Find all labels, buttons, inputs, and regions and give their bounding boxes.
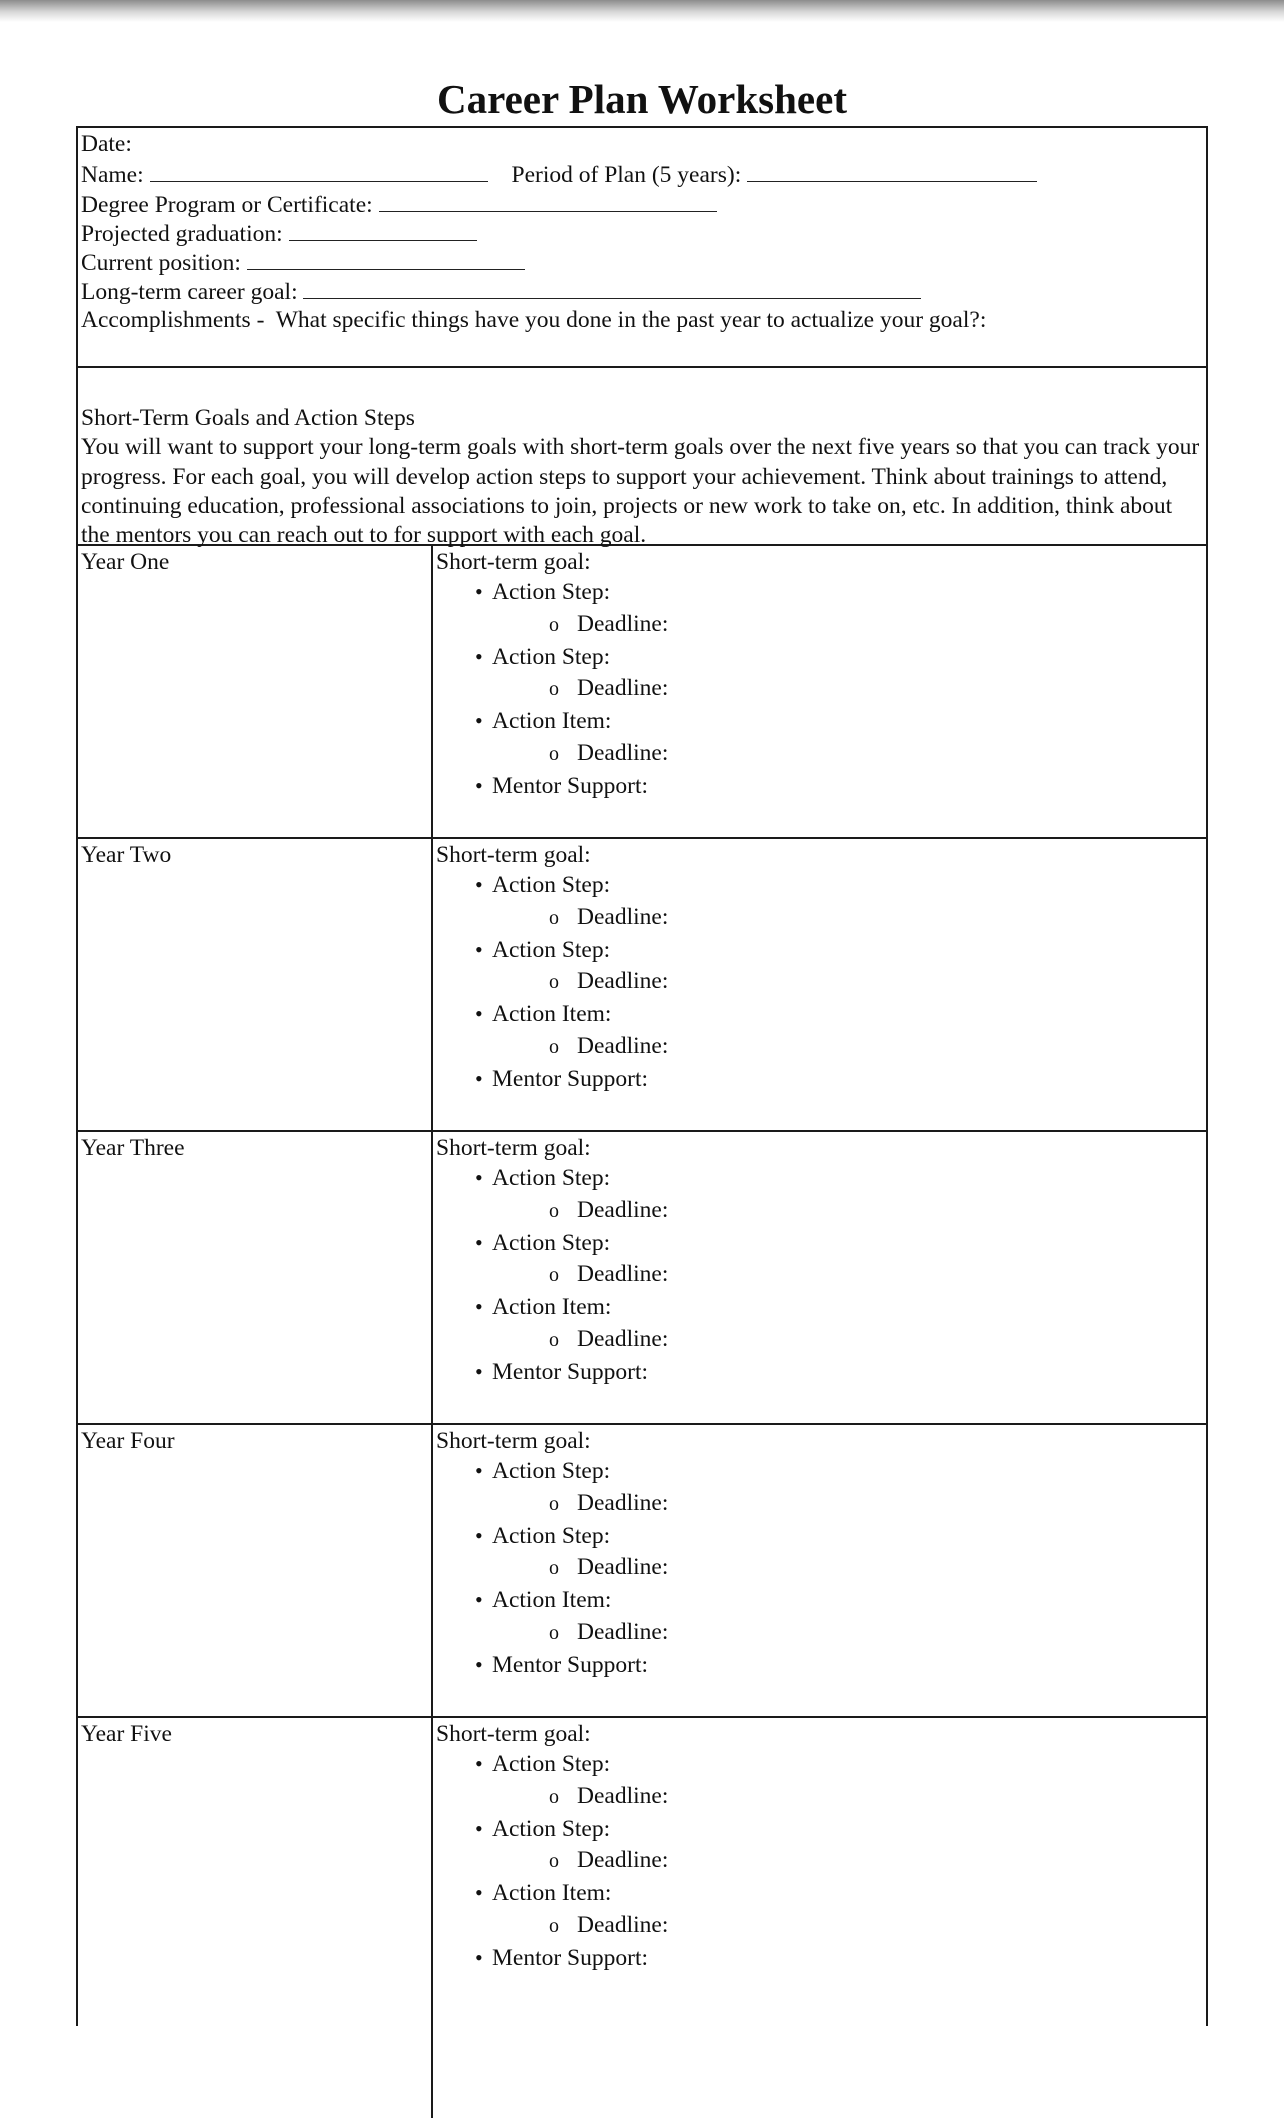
graduation-row <box>81 218 1206 247</box>
sub-bullet-icon: o <box>549 1264 559 1287</box>
sub-bullet-icon: o <box>549 1328 559 1351</box>
deadline-item <box>436 674 1206 706</box>
deadline-item <box>436 1260 1206 1292</box>
year-row <box>78 1425 1206 1718</box>
action-item-label: Action Item: <box>492 708 612 735</box>
mentor-support-label: Mentor Support: <box>492 1359 649 1386</box>
deadline-item <box>436 903 1206 935</box>
short-term-goal-label: Short-term goal: <box>436 1428 591 1454</box>
action-item-label: Action Item: <box>492 1587 612 1614</box>
deadline-item <box>436 1553 1206 1585</box>
action-item-item <box>436 706 1206 738</box>
action-step-label: Action Step: <box>492 872 611 899</box>
year-label: Year One <box>78 546 433 837</box>
degree-label: Degree Program or Certificate: <box>81 191 373 218</box>
career-goal-label: Long-term career goal: <box>81 279 298 306</box>
action-item-item <box>436 1292 1206 1324</box>
period-field[interactable] <box>747 159 1037 182</box>
bullet-icon: • <box>475 936 483 962</box>
bullet-icon: • <box>475 1522 483 1548</box>
action-item-item <box>436 1585 1206 1617</box>
short-term-goal-label: Short-term goal: <box>436 842 591 868</box>
deadline-label: Deadline: <box>577 610 669 637</box>
year-label: Year Three <box>78 1132 433 1423</box>
deadline-label: Deadline: <box>577 1554 669 1581</box>
intro-heading: Short-Term Goals and Action Steps <box>81 405 415 431</box>
year-row <box>78 546 1206 839</box>
career-goal-row <box>81 276 1206 305</box>
mentor-support-item <box>436 1650 1206 1682</box>
action-step-item <box>436 1521 1206 1553</box>
bullet-icon: • <box>475 1229 483 1255</box>
action-item-item <box>436 999 1206 1031</box>
action-step-label: Action Step: <box>492 1815 611 1842</box>
deadline-label: Deadline: <box>577 968 669 995</box>
deadline-item <box>436 610 1206 642</box>
action-step-item <box>436 642 1206 674</box>
action-step-item <box>436 870 1206 902</box>
career-goal-field[interactable] <box>303 276 921 299</box>
bullet-icon: • <box>475 1880 483 1906</box>
year-goals-cell <box>433 1425 1206 1718</box>
deadline-item <box>436 739 1206 771</box>
action-step-label: Action Step: <box>492 1458 611 1485</box>
date-row <box>81 130 1206 159</box>
graduation-label: Projected graduation: <box>81 220 283 247</box>
mentor-support-label: Mentor Support: <box>492 1945 649 1972</box>
position-field[interactable] <box>247 247 525 270</box>
action-item-label: Action Item: <box>492 1294 612 1321</box>
action-step-item <box>436 1163 1206 1195</box>
action-item-label: Action Item: <box>492 1880 612 1907</box>
mentor-support-label: Mentor Support: <box>492 1066 649 1093</box>
action-step-label: Action Step: <box>492 1229 611 1256</box>
accomplishments-row <box>81 306 1206 335</box>
year-row <box>78 1718 1206 2118</box>
sub-bullet-icon: o <box>549 1621 559 1644</box>
deadline-item <box>436 967 1206 999</box>
year-row <box>78 1132 1206 1425</box>
name-label: Name: <box>81 162 144 189</box>
action-step-label: Action Step: <box>492 1165 611 1192</box>
year-label: Year Four <box>78 1425 433 1716</box>
deadline-item <box>436 1032 1206 1064</box>
action-step-item <box>436 935 1206 967</box>
graduation-field[interactable] <box>289 218 477 241</box>
name-field[interactable] <box>150 159 488 182</box>
bullet-icon: • <box>475 1066 483 1092</box>
period-label: Period of Plan (5 years): <box>511 162 742 189</box>
bullet-icon: • <box>475 1001 483 1027</box>
sub-bullet-icon: o <box>549 1035 559 1058</box>
year-label: Year Five <box>78 1718 433 2118</box>
degree-row <box>81 189 1206 218</box>
deadline-item <box>436 1782 1206 1814</box>
action-step-label: Action Step: <box>492 643 611 670</box>
year-goals-cell <box>433 1132 1206 1425</box>
intro-body: You will want to support your long-term goals with short-term goals over the next five years so that you can track your progress. For each goal, you will develop action steps to support your achievement. Think about trainings to attend, continuing education, professional associations to join, projects or new work to take on, etc. In addition, think about the mentors you can reach out to for support with each goal. <box>81 434 1200 549</box>
deadline-item <box>436 1325 1206 1357</box>
mentor-support-item <box>436 771 1206 803</box>
deadline-label: Deadline: <box>577 1782 669 1809</box>
bullet-icon: • <box>475 1945 483 1971</box>
bullet-icon: • <box>475 1751 483 1777</box>
short-term-goal-label: Short-term goal: <box>436 549 591 575</box>
personal-info-section <box>78 128 1206 368</box>
deadline-label: Deadline: <box>577 1196 669 1223</box>
action-step-item <box>436 1228 1206 1260</box>
action-item-item <box>436 1878 1206 1910</box>
name-row <box>81 159 1206 188</box>
action-step-label: Action Step: <box>492 579 611 606</box>
sub-bullet-icon: o <box>549 1492 559 1515</box>
year-label: Year Two <box>78 839 433 1130</box>
action-item-label: Action Item: <box>492 1001 612 1028</box>
deadline-label: Deadline: <box>577 675 669 702</box>
deadline-label: Deadline: <box>577 1911 669 1938</box>
bullet-icon: • <box>475 1815 483 1841</box>
bullet-icon: • <box>475 1458 483 1484</box>
sub-bullet-icon: o <box>549 678 559 701</box>
mentor-support-item <box>436 1943 1206 1975</box>
deadline-item <box>436 1618 1206 1650</box>
sub-bullet-icon: o <box>549 1785 559 1808</box>
deadline-label: Deadline: <box>577 1618 669 1645</box>
sub-bullet-icon: o <box>549 1557 559 1580</box>
deadline-item <box>436 1196 1206 1228</box>
deadline-label: Deadline: <box>577 1847 669 1874</box>
bullet-icon: • <box>475 773 483 799</box>
year-row <box>78 839 1206 1132</box>
sub-bullet-icon: o <box>549 906 559 929</box>
bullet-icon: • <box>475 579 483 605</box>
mentor-support-label: Mentor Support: <box>492 1652 649 1679</box>
page-top-shadow <box>0 0 1284 22</box>
bullet-icon: • <box>475 1652 483 1678</box>
mentor-support-label: Mentor Support: <box>492 773 649 800</box>
sub-bullet-icon: o <box>549 742 559 765</box>
bullet-icon: • <box>475 1165 483 1191</box>
action-step-label: Action Step: <box>492 1522 611 1549</box>
deadline-label: Deadline: <box>577 1032 669 1059</box>
deadline-item <box>436 1911 1206 1943</box>
year-goals-cell <box>433 839 1206 1132</box>
short-term-goal-label: Short-term goal: <box>436 1135 591 1161</box>
mentor-support-item <box>436 1357 1206 1389</box>
action-step-item <box>436 1749 1206 1781</box>
worksheet-table <box>76 126 1208 2026</box>
sub-bullet-icon: o <box>549 613 559 636</box>
deadline-label: Deadline: <box>577 1325 669 1352</box>
action-step-item <box>436 577 1206 609</box>
deadline-item <box>436 1489 1206 1521</box>
sub-bullet-icon: o <box>549 1199 559 1222</box>
action-step-label: Action Step: <box>492 1751 611 1778</box>
year-goals-cell <box>433 1718 1206 2120</box>
degree-field[interactable] <box>379 189 717 212</box>
deadline-label: Deadline: <box>577 903 669 930</box>
deadline-label: Deadline: <box>577 1261 669 1288</box>
deadline-label: Deadline: <box>577 1489 669 1516</box>
action-step-item <box>436 1456 1206 1488</box>
mentor-support-item <box>436 1064 1206 1096</box>
bullet-icon: • <box>475 872 483 898</box>
deadline-label: Deadline: <box>577 739 669 766</box>
short-term-goals-intro <box>78 368 1206 549</box>
bullet-icon: • <box>475 708 483 734</box>
position-row <box>81 247 1206 276</box>
bullet-icon: • <box>475 1359 483 1385</box>
year-goals-cell <box>433 546 1206 839</box>
sub-bullet-icon: o <box>549 1850 559 1873</box>
date-label: Date: <box>81 131 132 157</box>
deadline-item <box>436 1846 1206 1878</box>
bullet-icon: • <box>475 1294 483 1320</box>
accomplishments-label: Accomplishments - What specific things have you done in the past year to actualize your goal?: <box>81 306 987 333</box>
page-title: Career Plan Worksheet <box>437 76 847 122</box>
bullet-icon: • <box>475 1587 483 1613</box>
action-step-item <box>436 1814 1206 1846</box>
short-term-goal-label: Short-term goal: <box>436 1721 591 1747</box>
position-label: Current position: <box>81 250 241 277</box>
action-step-label: Action Step: <box>492 936 611 963</box>
sub-bullet-icon: o <box>549 971 559 994</box>
bullet-icon: • <box>475 643 483 669</box>
sub-bullet-icon: o <box>549 1914 559 1937</box>
